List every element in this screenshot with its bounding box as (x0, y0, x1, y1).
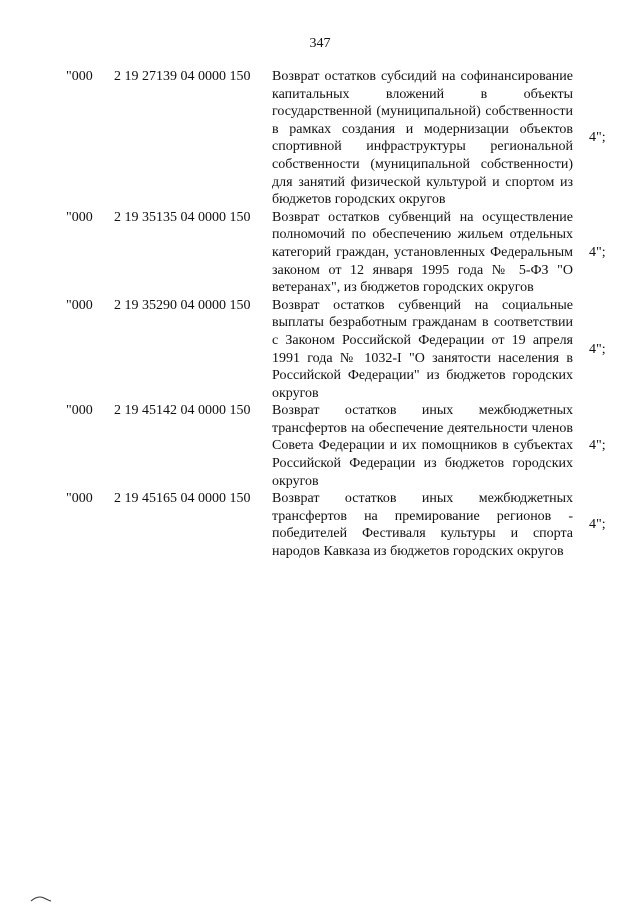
budget-code: 2 19 45142 04 0000 150 (114, 403, 251, 419)
entry-suffix: 4"; (589, 438, 606, 454)
entry-description: Возврат остатков иных межбюджетных трансфертов на премирование регионов - победителей Фестиваля культуры и спорта народов Кавказа из бюджетов городских округов (272, 491, 573, 560)
page-number: 347 (309, 36, 331, 51)
list-item (0, 209, 640, 297)
entry-suffix: 4"; (589, 130, 606, 146)
entry-suffix: 4"; (589, 244, 606, 260)
entries-list (0, 68, 640, 561)
entry-prefix: "000 (66, 403, 93, 419)
entry-description: Возврат остатков иных межбюджетных трансфертов на обеспечение деятельности членов Совета Федерации и их помощников в субъектах Российской Федерации из бюджетов городских округов (272, 403, 573, 489)
list-item (0, 297, 640, 403)
entry-description: Возврат остатков субвенций на социальные выплаты безработным гражданам в соответствии с Законом Российской Федерации от 19 апреля 1991 года № 1032-I "О занятости населения в Российской Федерации" из бюджетов городских округов (272, 297, 573, 401)
budget-code: 2 19 35290 04 0000 150 (114, 297, 251, 313)
scan-mark-icon (30, 893, 52, 903)
budget-code: 2 19 45165 04 0000 150 (114, 491, 251, 507)
list-item (0, 68, 640, 209)
entry-suffix: 4"; (589, 517, 606, 533)
entry-prefix: "000 (66, 297, 93, 313)
entry-prefix: "000 (66, 491, 93, 507)
entry-suffix: 4"; (589, 341, 606, 357)
entry-prefix: "000 (66, 209, 93, 225)
list-item (0, 490, 640, 560)
budget-code: 2 19 35135 04 0000 150 (114, 209, 251, 225)
entry-prefix: "000 (66, 69, 93, 84)
list-item (0, 402, 640, 490)
entry-description: Возврат остатков субсидий на софинансирование капитальных вложений в объекты государственной (муниципальной) собственности в рамках создания и модернизации объектов спортивной инфраструктуры региональной собственности (муниципальной собственности) для занятий физической культурой и спортом из бюджетов городских округов (272, 69, 573, 208)
budget-code: 2 19 27139 04 0000 150 (114, 69, 251, 84)
entry-description: Возврат остатков субвенций на осуществление полномочий по обеспечению жильем отдельных категорий граждан, установленных Федеральным законом от 12 января 1995 года № 5-ФЗ "О ветеранах", из бюджетов городских округов (272, 209, 573, 296)
